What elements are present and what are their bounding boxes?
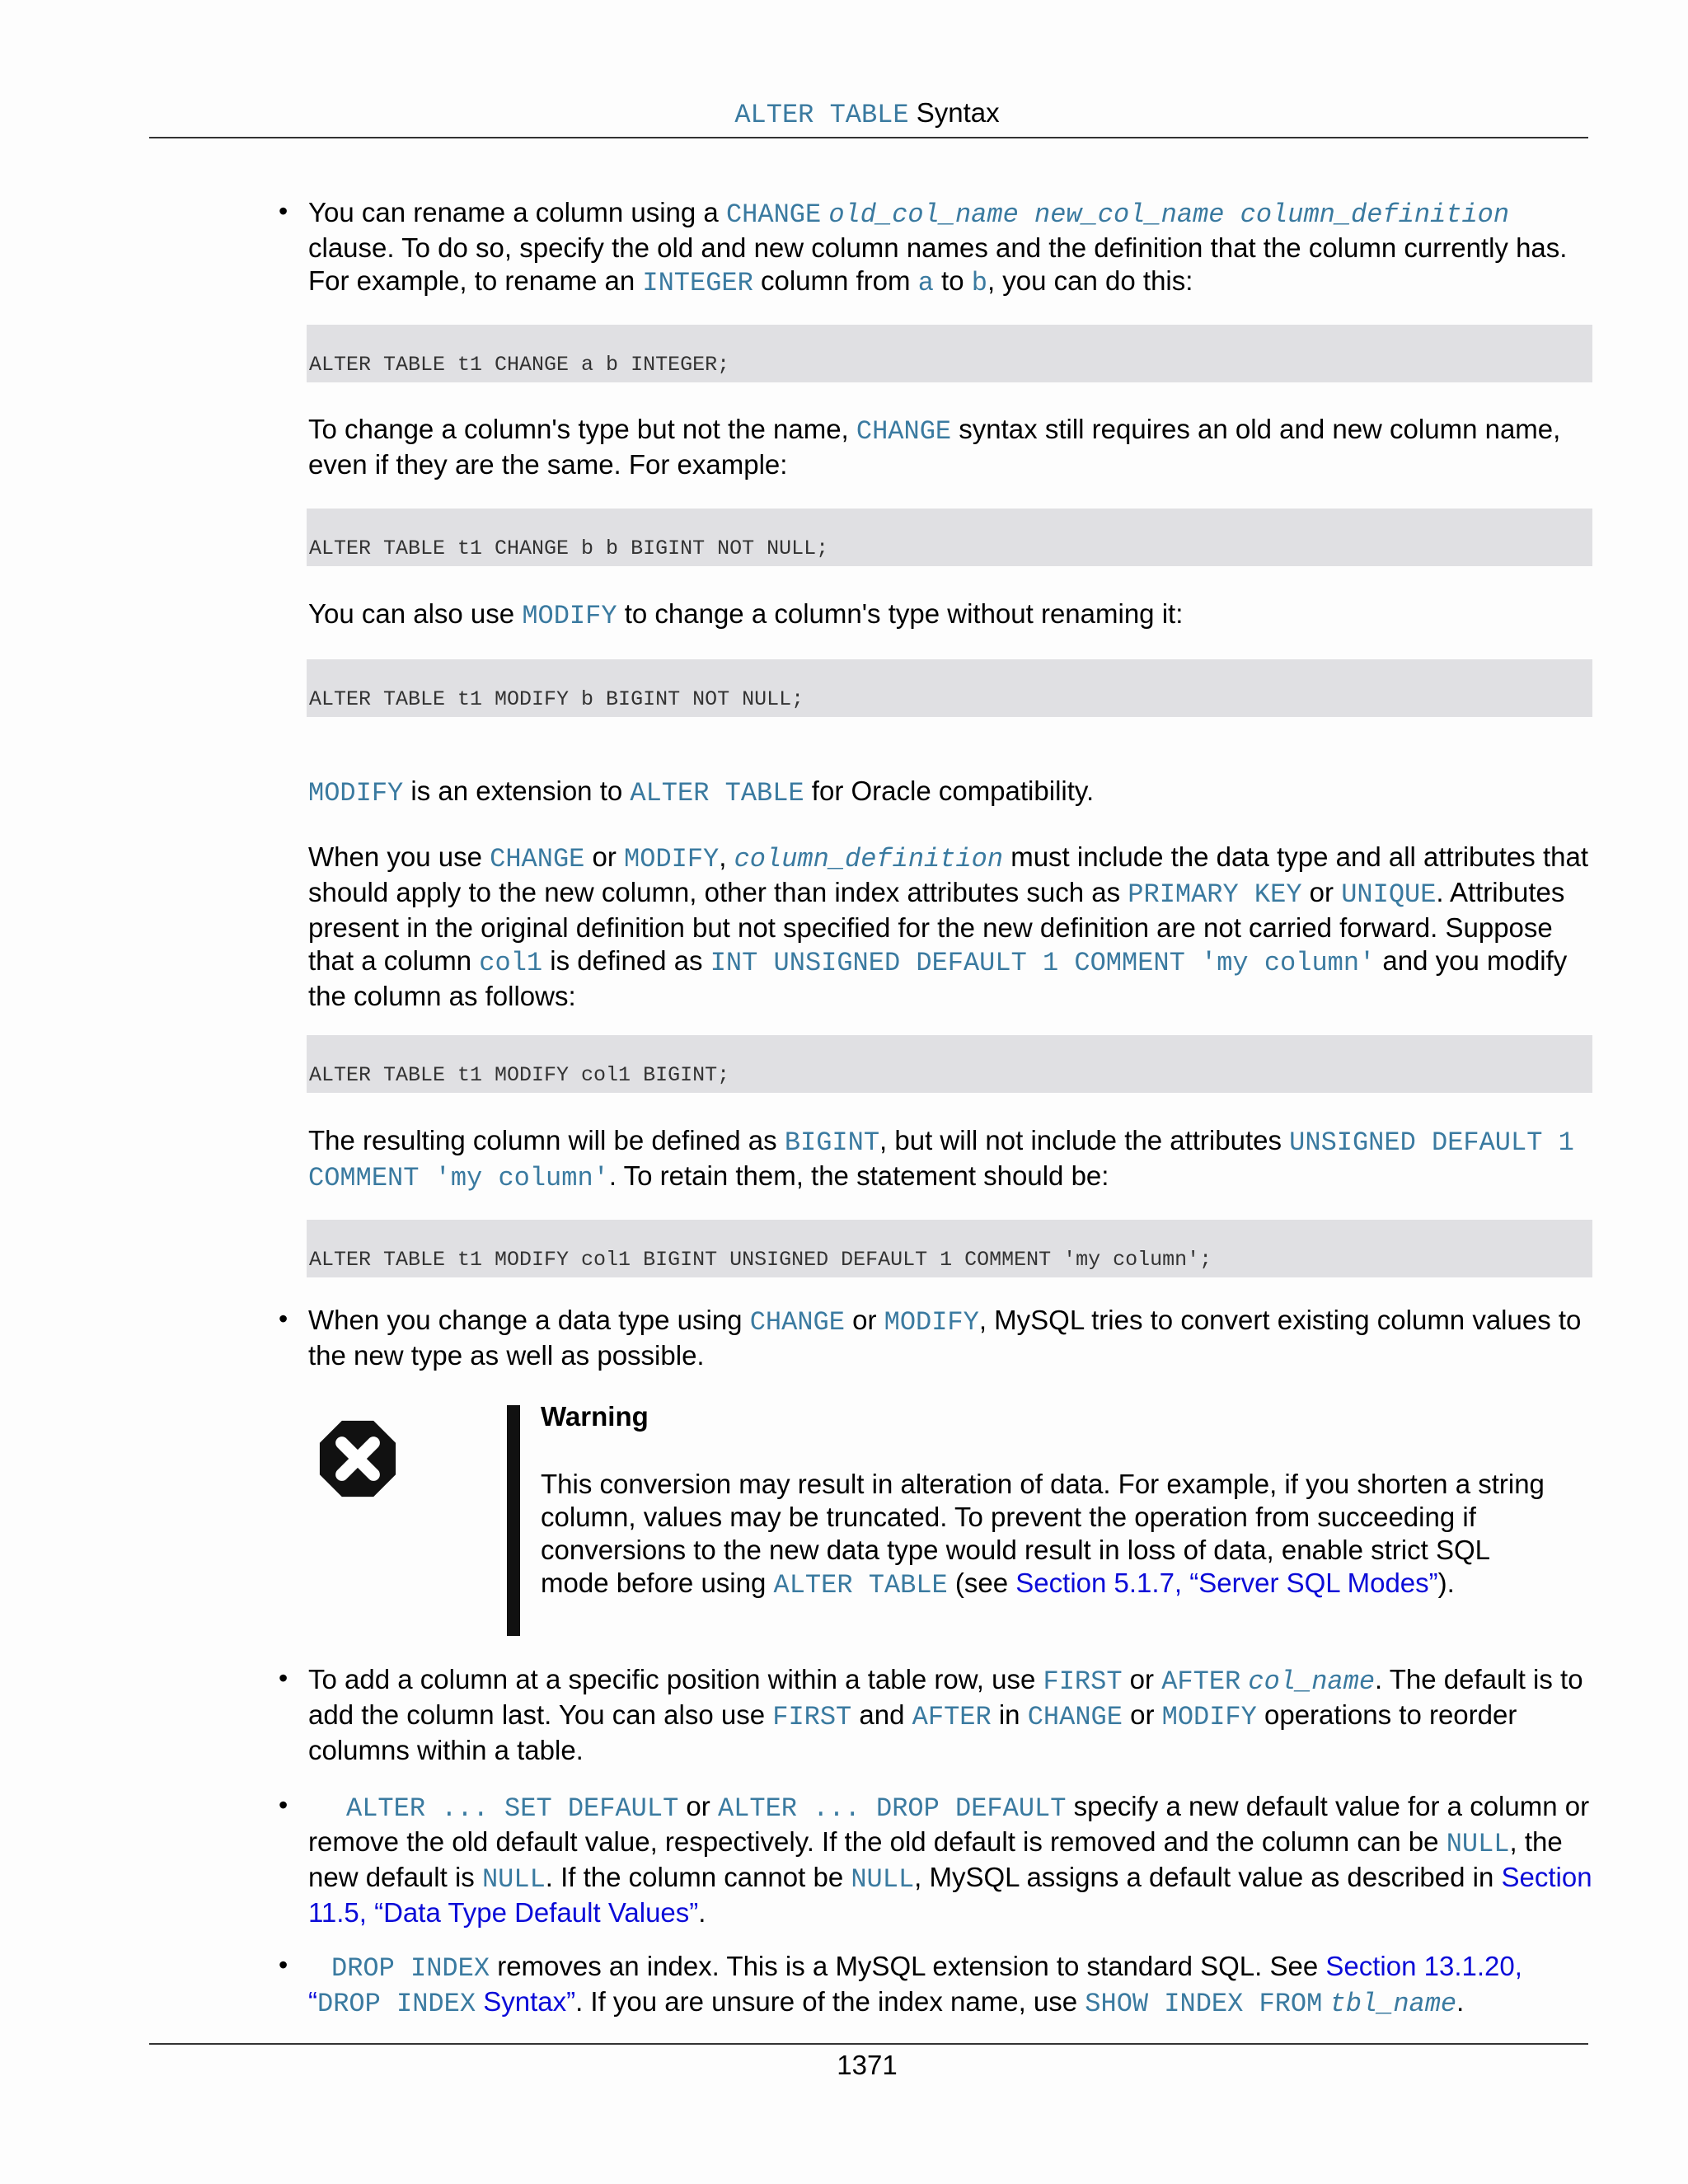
code-inline: MODIFY [884,1307,979,1338]
paragraph-rename-column [308,196,1594,300]
text: to change a column's type without renaming it: [617,598,1184,629]
text: or [584,841,625,872]
code-inline: AFTER [1161,1666,1241,1697]
text: or [1122,1699,1162,1730]
code-inline: INTEGER [642,268,753,298]
code-inline: NULL [851,1864,915,1895]
code-inline: UNSIGNED DEFAULT 1 COMMENT 'my column' [308,1127,1574,1193]
text: must include the data type and all attributes that should apply to the new column, other than index attributes such as [308,841,1588,907]
text: . The default is to add the column last. You can also use [308,1664,1583,1730]
text: You can also use [308,598,523,629]
text: in [991,1699,1028,1730]
paragraph-convert-values [308,1304,1594,1372]
code-inline: UNIQUE [1341,879,1437,910]
code-inline: CHANGE [725,199,822,230]
text: This conversion may result in alteration of data. For example, if you shorten a string column, values may be truncated. To prevent the operation from succeeding if conversions to the new data type would result in loss of data, enable strict SQL mode before using [541,1469,1545,1598]
text: operations to reorder columns within a table. [308,1699,1517,1765]
code-inline: ALTER TABLE [630,778,804,808]
link-text: Syntax” [476,1986,576,2017]
code-inline: ALTER TABLE [773,1570,948,1601]
code-block: ALTER TABLE t1 MODIFY col1 BIGINT UNSIGNED DEFAULT 1 COMMENT 'my column'; [307,1220,1592,1277]
bullet-marker: • [279,1950,288,1980]
text: (see [947,1568,1016,1598]
warning-bar [507,1405,520,1636]
text: When you change a data type using [308,1305,750,1335]
text: To add a column at a specific position within a table row, use [308,1664,1043,1694]
text: removes an index. This is a MySQL extension to standard SQL. See [490,1951,1326,1981]
text: is an extension to [403,776,631,806]
bullet-marker: • [279,1304,288,1333]
code-inline: MODIFY [308,778,404,808]
paragraph-resulting-column [308,1124,1594,1195]
paragraph-oracle [308,775,1594,810]
text: . Attributes present in the original definition but not specified for the new definition are not carried forward. Suppose that a column [308,877,1565,976]
code-block: ALTER TABLE t1 MODIFY b BIGINT NOT NULL; [307,659,1592,717]
page-header [0,97,1688,130]
text: , MySQL tries to convert existing column values to the new type as well as possible. [308,1305,1582,1371]
text: ). [1437,1568,1455,1598]
text: and [851,1699,912,1730]
warning-text [541,1468,1563,1602]
code-inline: a [917,268,934,298]
code-block: ALTER TABLE t1 MODIFY col1 BIGINT; [307,1035,1592,1093]
code-inline: CHANGE [749,1307,845,1338]
code-inline: FIRST [772,1702,852,1732]
code-italic: column_definition [734,844,1004,874]
code-inline: b [971,268,987,298]
code-inline: INT UNSIGNED DEFAULT 1 COMMENT 'my column' [710,948,1376,978]
text: column from [753,265,918,296]
header-code: ALTER TABLE [734,100,909,130]
link-server-sql-modes[interactable]: Section 5.1.7, “Server SQL Modes” [1015,1568,1438,1598]
code-inline: PRIMARY KEY [1128,879,1302,910]
code-inline: ALTER ... SET DEFAULT [346,1793,679,1824]
text: is defined as [542,945,710,976]
code-inline: DROP INDEX [331,1953,490,1984]
paragraph-column-definition [308,841,1594,1013]
code-inline: FIRST [1043,1666,1123,1697]
text: , [719,841,734,872]
text: . To retain them, the statement should be: [608,1160,1109,1191]
text: and you modify the column as follows: [308,945,1568,1011]
code-italic: col_name [1248,1666,1376,1697]
text: or [844,1305,884,1335]
text: clause. To do so, specify the old and new column names and the definition that the column currently has. For example, to rename an [308,232,1568,296]
text: for Oracle compatibility. [804,776,1095,806]
code-inline: col1 [479,948,543,978]
text: To change a column's type but not the name, [308,414,856,444]
paragraph-modify [308,598,1594,633]
paragraph-drop-index [308,1950,1594,2021]
page-number: 1371 [837,2050,898,2080]
text: , the new default is [308,1826,1563,1892]
paragraph-set-default [308,1790,1594,1929]
text: or [1122,1664,1162,1694]
paragraph-first-after [308,1663,1594,1767]
code-inline: MODIFY [624,844,720,874]
text: The resulting column will be defined as [308,1125,785,1155]
header-text: Syntax [916,97,1000,128]
text: specify a new default value for a column or remove the old default value, respectively. If the old default is removed and the column can be [308,1791,1590,1857]
warning-icon [318,1419,397,1498]
text: . [698,1897,706,1928]
link-text: Section 13.1.20, “ [308,1951,1522,2017]
text: to [933,265,972,296]
bullet-marker: • [279,196,288,226]
text: You can rename a column using a [308,197,726,227]
code-inline: BIGINT [784,1127,880,1158]
text: . If the column cannot be [545,1862,851,1892]
text: or [678,1791,718,1821]
code-inline: MODIFY [1161,1702,1257,1732]
text: , MySQL assigns a default value as described in [914,1862,1502,1892]
code-inline: SHOW INDEX FROM [1085,1989,1323,2019]
link-data-type-default-values[interactable]: Section 11.5, “Data Type Default Values” [308,1862,1592,1928]
code-block: ALTER TABLE t1 CHANGE a b INTEGER; [307,325,1592,382]
code-inline: AFTER [912,1702,992,1732]
code-inline: CHANGE [1027,1702,1123,1732]
code-inline: MODIFY [522,601,617,631]
text: or [1301,877,1342,907]
code-inline: ALTER ... DROP DEFAULT [717,1793,1067,1824]
text: , you can do this: [987,265,1193,296]
code-italic: old_col_name new_col_name column_definition [828,199,1510,230]
code-inline: NULL [481,1864,546,1895]
footer-rule [149,2043,1588,2045]
code-inline: CHANGE [490,844,585,874]
link-code: DROP INDEX [317,1989,476,2019]
bullet-marker: • [279,1663,288,1693]
code-italic: tbl_name [1329,1989,1457,2019]
text: When you use [308,841,490,872]
text: . If you are unsure of the index name, use [575,1986,1085,2017]
text: . [1456,1986,1465,2017]
text: , but will not include the attributes [879,1125,1290,1155]
text: syntax still requires an old and new column name, even if they are the same. For example: [308,414,1561,480]
warning-title: Warning [541,1401,649,1432]
header-rule [149,137,1588,138]
code-inline: NULL [1446,1829,1510,1859]
bullet-marker: • [279,1790,288,1820]
code-block: ALTER TABLE t1 CHANGE b b BIGINT NOT NULL; [307,509,1592,566]
code-inline: CHANGE [856,416,952,447]
paragraph-change-type [308,413,1594,481]
